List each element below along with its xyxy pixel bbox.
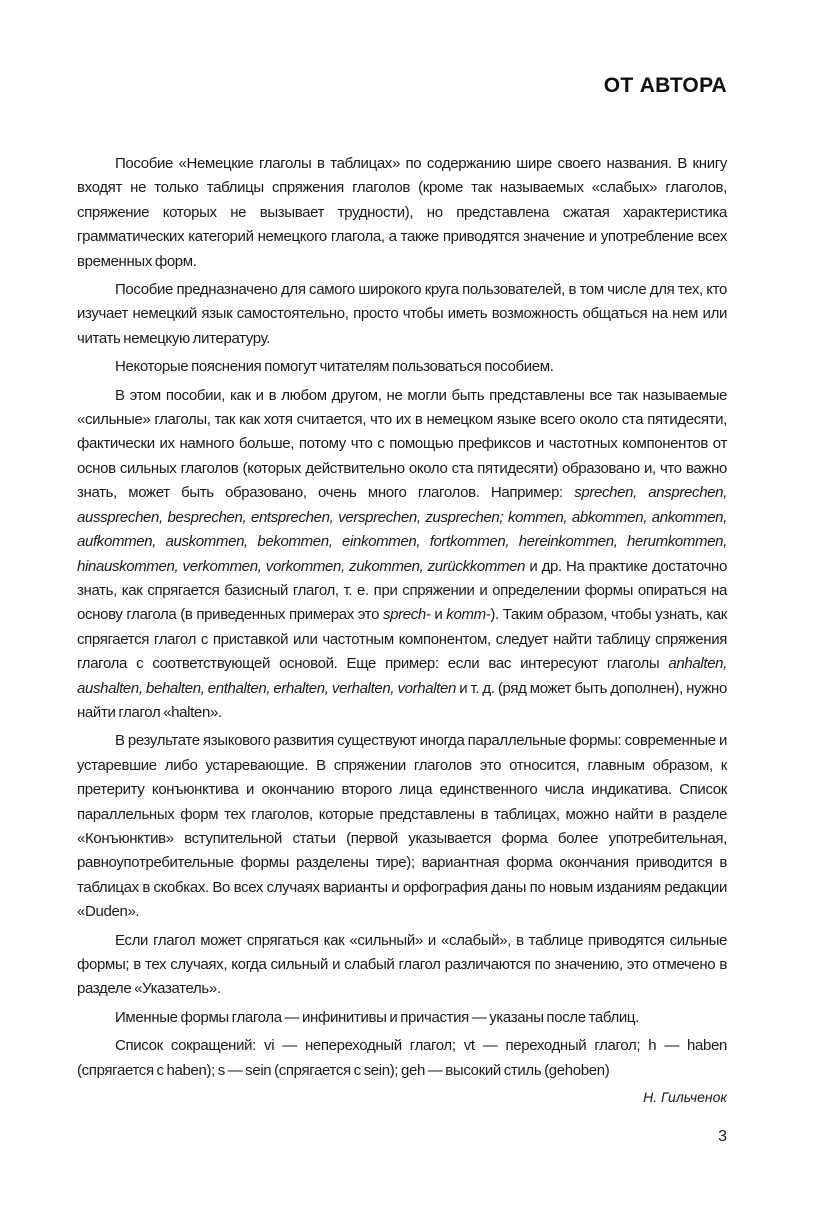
verb-examples-2: anhalten, aushalten, behalten, enthalten, erhalten, verhalten, vorhalten — [77, 655, 727, 697]
paragraph-1: Пособие «Немецкие глаголы в таблицах» по содержанию шире своего названия. В книгу входят не только таблицы спряжения глаголов (кроме так называемых «слабых» глаголов, спряжение которых не вызывает трудности), но представлена сжатая характеристика грамматических категорий немецкого глагола, а также приводятся значение и употребление всех временных форм. — [77, 155, 727, 270]
paragraph-4 — [77, 384, 727, 726]
paragraph-2: Пособие предназначено для самого широкого круга пользователей, в том числе для тех, кто изучает немецкий язык самостоятельно, просто чтобы иметь возможность общаться на нем или читать немецкую литературу. — [77, 281, 727, 347]
stem-example-2: komm- — [446, 606, 491, 624]
paragraph-4-text-e: и т. д. (ряд может быть дополнен), нужно найти глагол «halten». — [77, 679, 727, 721]
page-title: ОТ АВТОРА — [603, 74, 727, 97]
verb-examples-1: sprechen, ansprechen, aussprechen, besprechen, entsprechen, versprechen, zusprechen; kommen, abkommen, ankommen, aufkommen, auskommen, bekommen, einkommen, fortkommen, hereinkommen, herumkommen, hinauskommen, verkommen, vorkommen, zukommen, zurückkommen — [77, 484, 727, 575]
paragraph-7: Именные формы глагола — инфинитивы и причастия — указаны после таблиц. — [115, 1008, 639, 1026]
paragraph-8: Список сокращений: vi — непереходный глагол; vt — переходный глагол; h — haben (спрягается с haben); s — sein (спрягается с sein); geh — высокий стиль (gehoben) — [77, 1037, 727, 1079]
page-number: 3 — [718, 1128, 727, 1145]
paragraph-3: Некоторые пояснения помогут читателям пользоваться пособием. — [115, 358, 554, 376]
body-text — [77, 152, 727, 1083]
author-signature: Н. Гильченок — [643, 1089, 727, 1105]
paragraph-4-text-d: ). Таким образом, чтобы узнать, как спрягается глагол с приставкой или частотным компонентом, следует найти таблицу спряжения глагола с соответствующей основой. Еще пример: если вас интересуют глаголы — [77, 606, 727, 673]
paragraph-6: Если глагол может спрягаться как «сильный» и «слабый», в таблице приводятся сильные формы; в тех случаях, когда сильный и слабый глагол различаются по значению, это отмечено в разделе «Указатель». — [77, 931, 727, 998]
stem-example-1: sprech- — [382, 606, 431, 624]
paragraph-4-text-b: и др. На практике достаточно знать, как спрягается базисный глагол, т. е. при спряжении и определении формы опираться на основу глагола (в приведенных примерах это — [77, 557, 727, 624]
paragraph-4-text-c: и — [430, 606, 447, 624]
paragraph-4-text-a: В этом пособии, как и в любом другом, не могли быть представлены все так называемые «сильные» глаголы, так как хотя считается, что их в немецком языке всего около ста пятидесяти, фактически их намного больше, потому что с помощью префиксов и частотных компонентов от основ сильных глаголов (которых действительно около ста пятидесяти) образовано и, что важно знать, может быть образовано, очень много глаголов. Например: — [77, 386, 727, 502]
paragraph-5: В результате языкового развития существуют иногда параллельные формы: современные и устаревшие либо устаревающие. В спряжении глаголов это относится, главным образом, к претериту конъюнктива и окончанию второго лица единственного числа индикатива. Список параллельных форм тех глаголов, которые представлены в таблицах, можно найти в разделе «Конъюнктив» вступительной статьи (первой указывается форма более употребительная, равноупотребительные формы разделены тире); вариантная форма окончания приводится в таблицах в скобках. Во всех случаях варианты и орфография даны по новым изданиям редакции «Duden». — [77, 732, 727, 921]
